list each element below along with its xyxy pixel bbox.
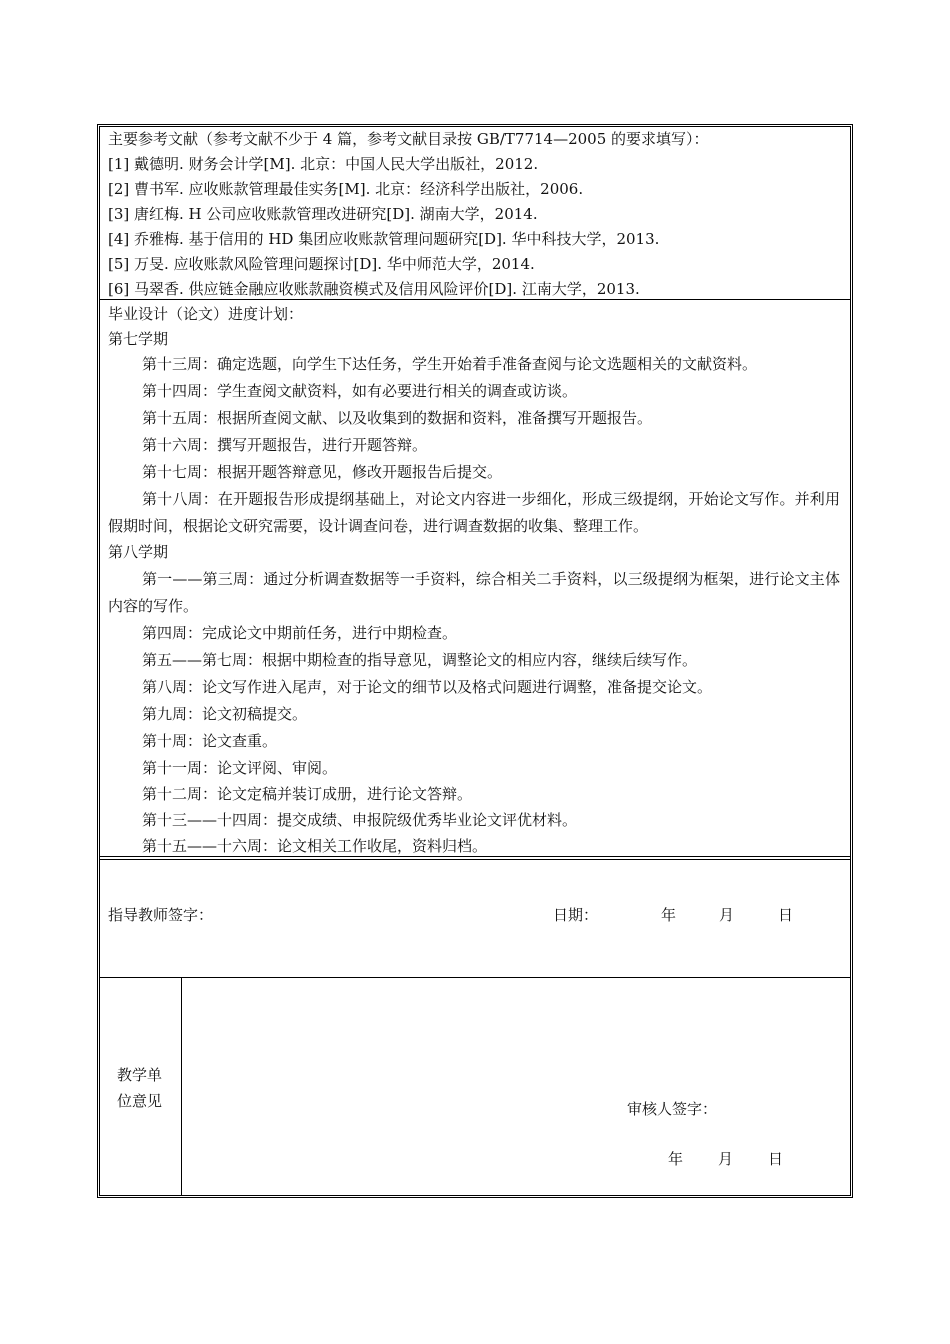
unit-date-day: 日 <box>768 1150 784 1168</box>
unit-date-year: 年 <box>668 1150 684 1168</box>
plan-item: 第十五——十六周：论文相关工作收尾，资料归档。 <box>142 837 488 855</box>
unit-label-line1: 教学单 <box>117 1066 163 1084</box>
plan-item: 第八周：论文写作进入尾声，对于论文的细节以及格式问题进行调整，准备提交论文。 <box>142 678 713 696</box>
plan-item: 第十七周：根据开题答辩意见，修改开题报告后提交。 <box>142 463 503 481</box>
plan-item: 第十三周：确定选题，向学生下达任务，学生开始着手准备查阅与论文选题相关的文献资料。 <box>142 355 758 373</box>
plan-item: 第十四周：学生查阅文献资料，如有必要进行相关的调查或访谈。 <box>142 382 578 400</box>
plan-item: 第九周：论文初稿提交。 <box>142 705 308 723</box>
reference-item: [6] 马翠香. 供应链金融应收账款融资模式及信用风险评价[D]. 江南大学，2013. <box>108 280 640 298</box>
unit-column-divider <box>181 977 182 1196</box>
plan-item: 第十六周：撰写开题报告，进行开题答辩。 <box>142 436 428 454</box>
reference-item: [5] 万旻. 应收账款风险管理问题探讨[D]. 华中师范大学，2014. <box>108 255 535 273</box>
plan-item: 第十五周：根据所查阅文献、以及收集到的数据和资料，准备撰写开题报告。 <box>142 409 653 427</box>
date-label: 日期： <box>553 906 599 924</box>
semester-7-label: 第七学期 <box>108 330 169 348</box>
reference-item: [4] 乔雅梅. 基于信用的 HD 集团应收账款管理问题研究[D]. 华中科技大学，2013. <box>108 230 660 248</box>
plan-item: 第五——第七周：根据中期检查的指导意见，调整论文的相应内容，继续后续写作。 <box>142 651 698 669</box>
references-heading: 主要参考文献（参考文献不少于 4 篇，参考文献目录按 GB/T7714—2005 的要求填写）： <box>108 130 709 148</box>
plan-item: 第十一周：论文评阅、审阅。 <box>142 759 338 777</box>
divider-signature-unit <box>100 977 850 978</box>
date-day: 日 <box>778 906 794 924</box>
semester-8-label: 第八学期 <box>108 543 169 561</box>
plan-item: 第十周：论文查重。 <box>142 732 278 750</box>
plan-item: 第十三——十四周：提交成绩、申报院级优秀毕业论文评优材料。 <box>142 811 578 829</box>
reference-item: [3] 唐红梅. H 公司应收账款管理改进研究[D]. 湖南大学，2014. <box>108 205 538 223</box>
date-month: 月 <box>719 906 735 924</box>
plan-heading: 毕业设计（论文）进度计划： <box>108 305 304 323</box>
plan-item: 第四周：完成论文中期前任务，进行中期检查。 <box>142 624 458 642</box>
plan-item: 第一——第三周：通过分析调查数据等一手资料，综合相关二手资料，以三级提纲为框架，进行论文主体内容的写作。 <box>108 570 840 615</box>
reference-item: [1] 戴德明. 财务会计学[M]. 北京：中国人民大学出版社，2012. <box>108 155 539 173</box>
advisor-signature-label: 指导教师签字： <box>108 906 214 924</box>
plan-item: 第十二周：论文定稿并装订成册，进行论文答辩。 <box>142 785 473 803</box>
unit-date-month: 月 <box>718 1150 734 1168</box>
reviewer-signature-label: 审核人签字： <box>627 1100 718 1118</box>
unit-label-line2: 位意见 <box>117 1092 163 1110</box>
divider-plan-signature-2 <box>100 859 850 860</box>
plan-item: 第十八周：在开题报告形成提纲基础上，对论文内容进一步细化，形成三级提纲，开始论文写作。并利用假期时间，根据论文研究需要，设计调查问卷，进行调查数据的收集、整理工作。 <box>108 490 840 535</box>
date-year: 年 <box>661 906 677 924</box>
reference-item: [2] 曹书军. 应收账款管理最佳实务[M]. 北京：经济科学出版社，2006. <box>108 180 584 198</box>
